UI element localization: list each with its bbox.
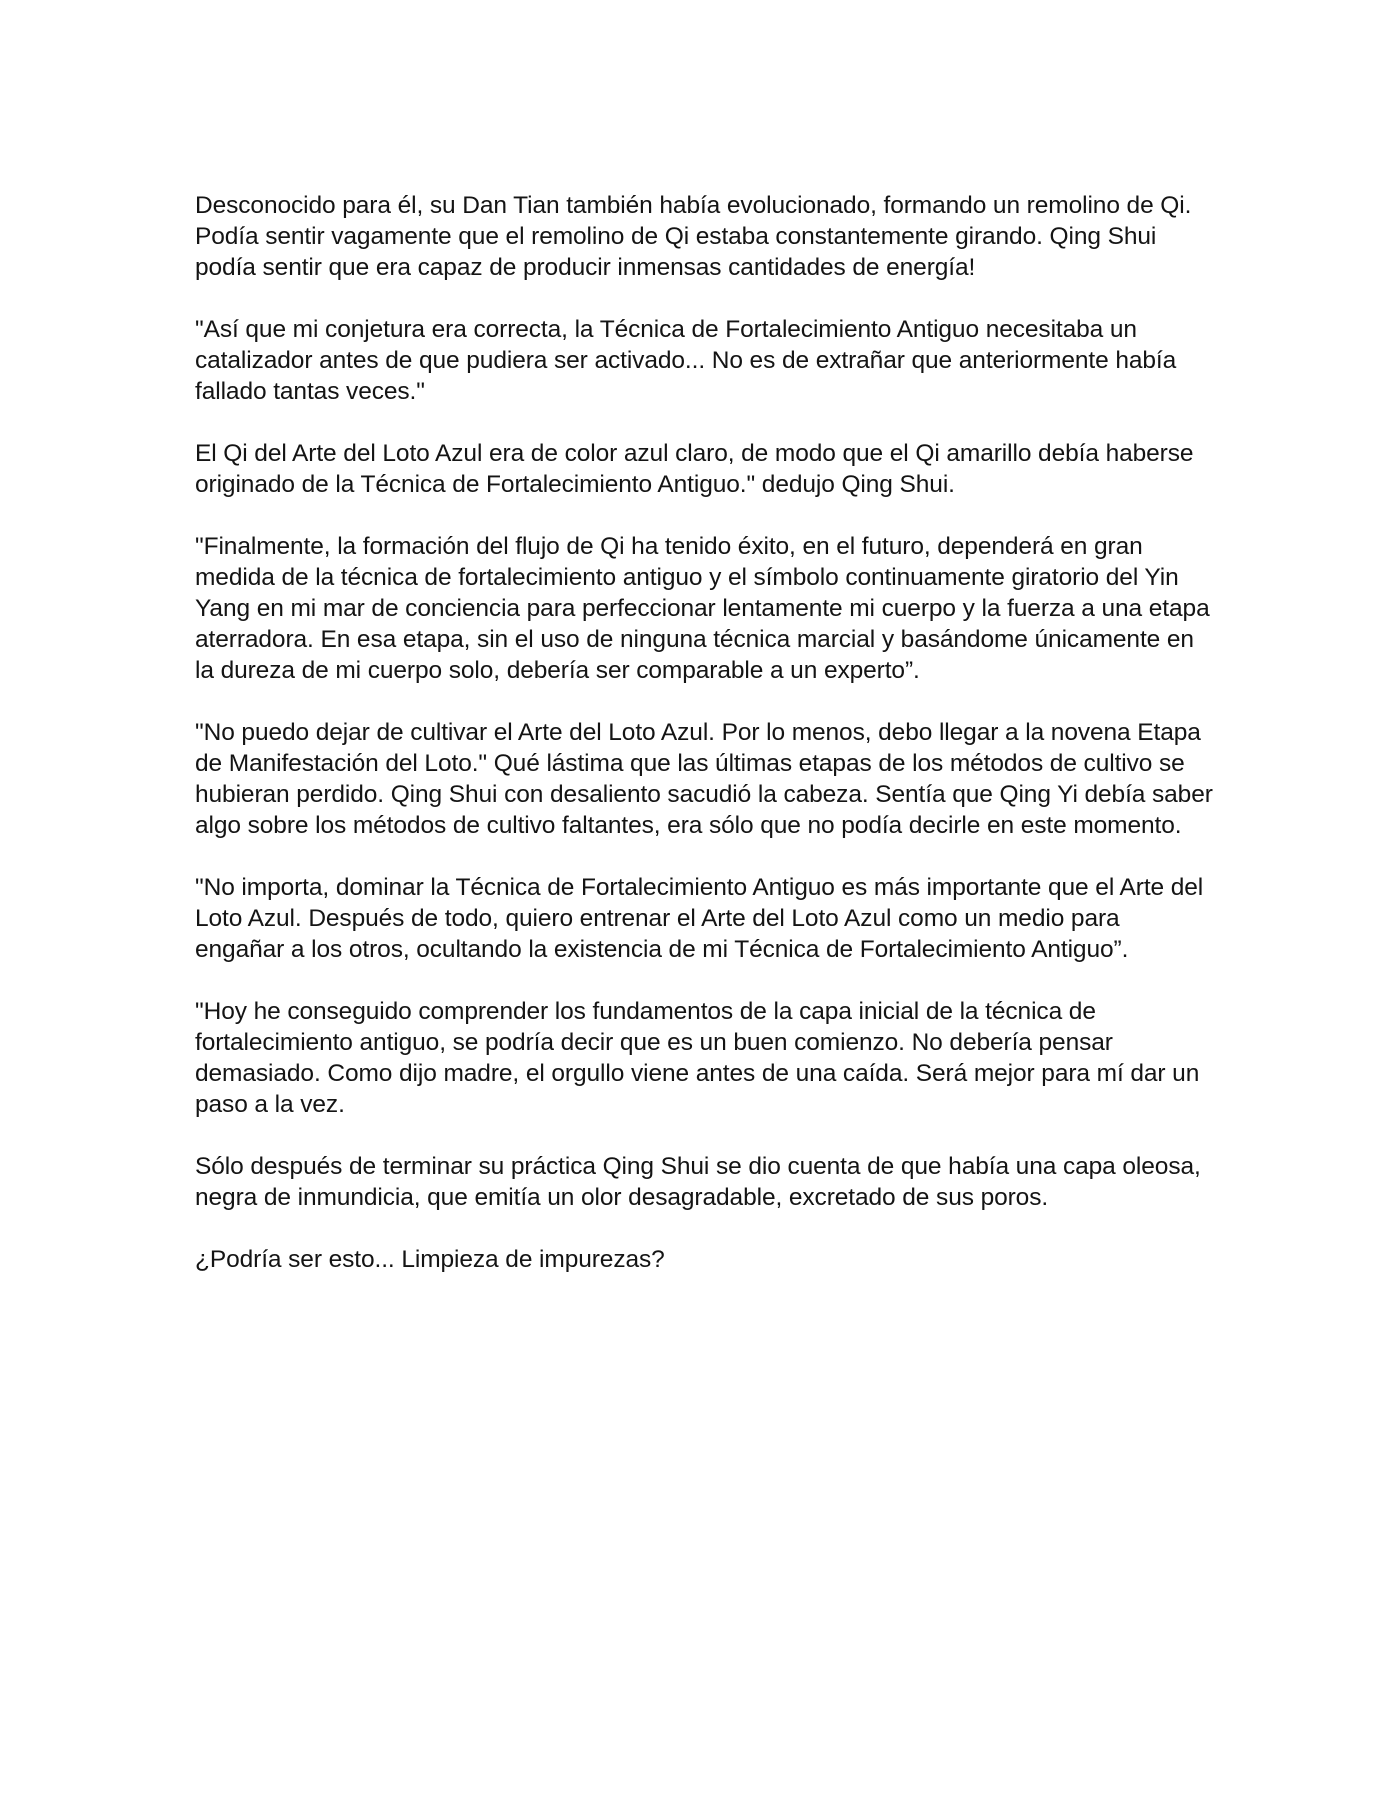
paragraph-8: Sólo después de terminar su práctica Qing Shui se dio cuenta de que había una capa oleosa, negra de inmundicia, que emitía un olor desagradable, excretado de sus poros. <box>195 1153 1201 1211</box>
paragraph-3: El Qi del Arte del Loto Azul era de color azul claro, de modo que el Qi amarillo debía haberse originado de la Técnica de Fortalecimiento Antiguo." dedujo Qing Shui. <box>195 440 1194 498</box>
paragraph-2: "Así que mi conjetura era correcta, la Técnica de Fortalecimiento Antiguo necesitaba un catalizador antes de que pudiera ser activado... No es de extrañar que anteriormente había fallado tantas veces." <box>195 316 1177 405</box>
paragraph-6: "No importa, dominar la Técnica de Fortalecimiento Antiguo es más importante que el Arte del Loto Azul. Después de todo, quiero entrenar el Arte del Loto Azul como un medio para engañar a los otros, ocultando la existencia de mi Técnica de Fortalecimiento Antiguo”. <box>195 874 1204 963</box>
paragraph-7: "Hoy he conseguido comprender los fundamentos de la capa inicial de la técnica de fortalecimiento antiguo, se podría decir que es un buen comienzo. No debería pensar demasiado. Como dijo madre, el orgullo viene antes de una caída. Será mejor para mí dar un paso a la vez. <box>195 998 1200 1118</box>
paragraph-4: "Finalmente, la formación del flujo de Qi ha tenido éxito, en el futuro, dependerá en gran medida de la técnica de fortalecimiento antiguo y el símbolo continuamente giratorio del Yin Yang en mi mar de conciencia para perfeccionar lentamente mi cuerpo y la fuerza a una etapa aterradora. En esa etapa, sin el uso de ninguna técnica marcial y basándome únicamente en la dureza de mi cuerpo solo, debería ser comparable a un experto”. <box>195 533 1210 684</box>
document-body <box>195 190 1215 1306</box>
paragraph-1: Desconocido para él, su Dan Tian también había evolucionado, formando un remolino de Qi. Podía sentir vagamente que el remolino de Qi estaba constantemente girando. Qing Shui podía sentir que era capaz de producir inmensas cantidades de energía! <box>195 192 1192 281</box>
paragraph-5: "No puedo dejar de cultivar el Arte del Loto Azul. Por lo menos, debo llegar a la novena Etapa de Manifestación del Loto." Qué lástima que las últimas etapas de los métodos de cultivo se hubieran perdido. Qing Shui con desaliento sacudió la cabeza. Sentía que Qing Yi debía saber algo sobre los métodos de cultivo faltantes, era sólo que no podía decirle en este momento. <box>195 719 1213 839</box>
paragraph-9: ¿Podría ser esto... Limpieza de impurezas? <box>195 1246 665 1273</box>
